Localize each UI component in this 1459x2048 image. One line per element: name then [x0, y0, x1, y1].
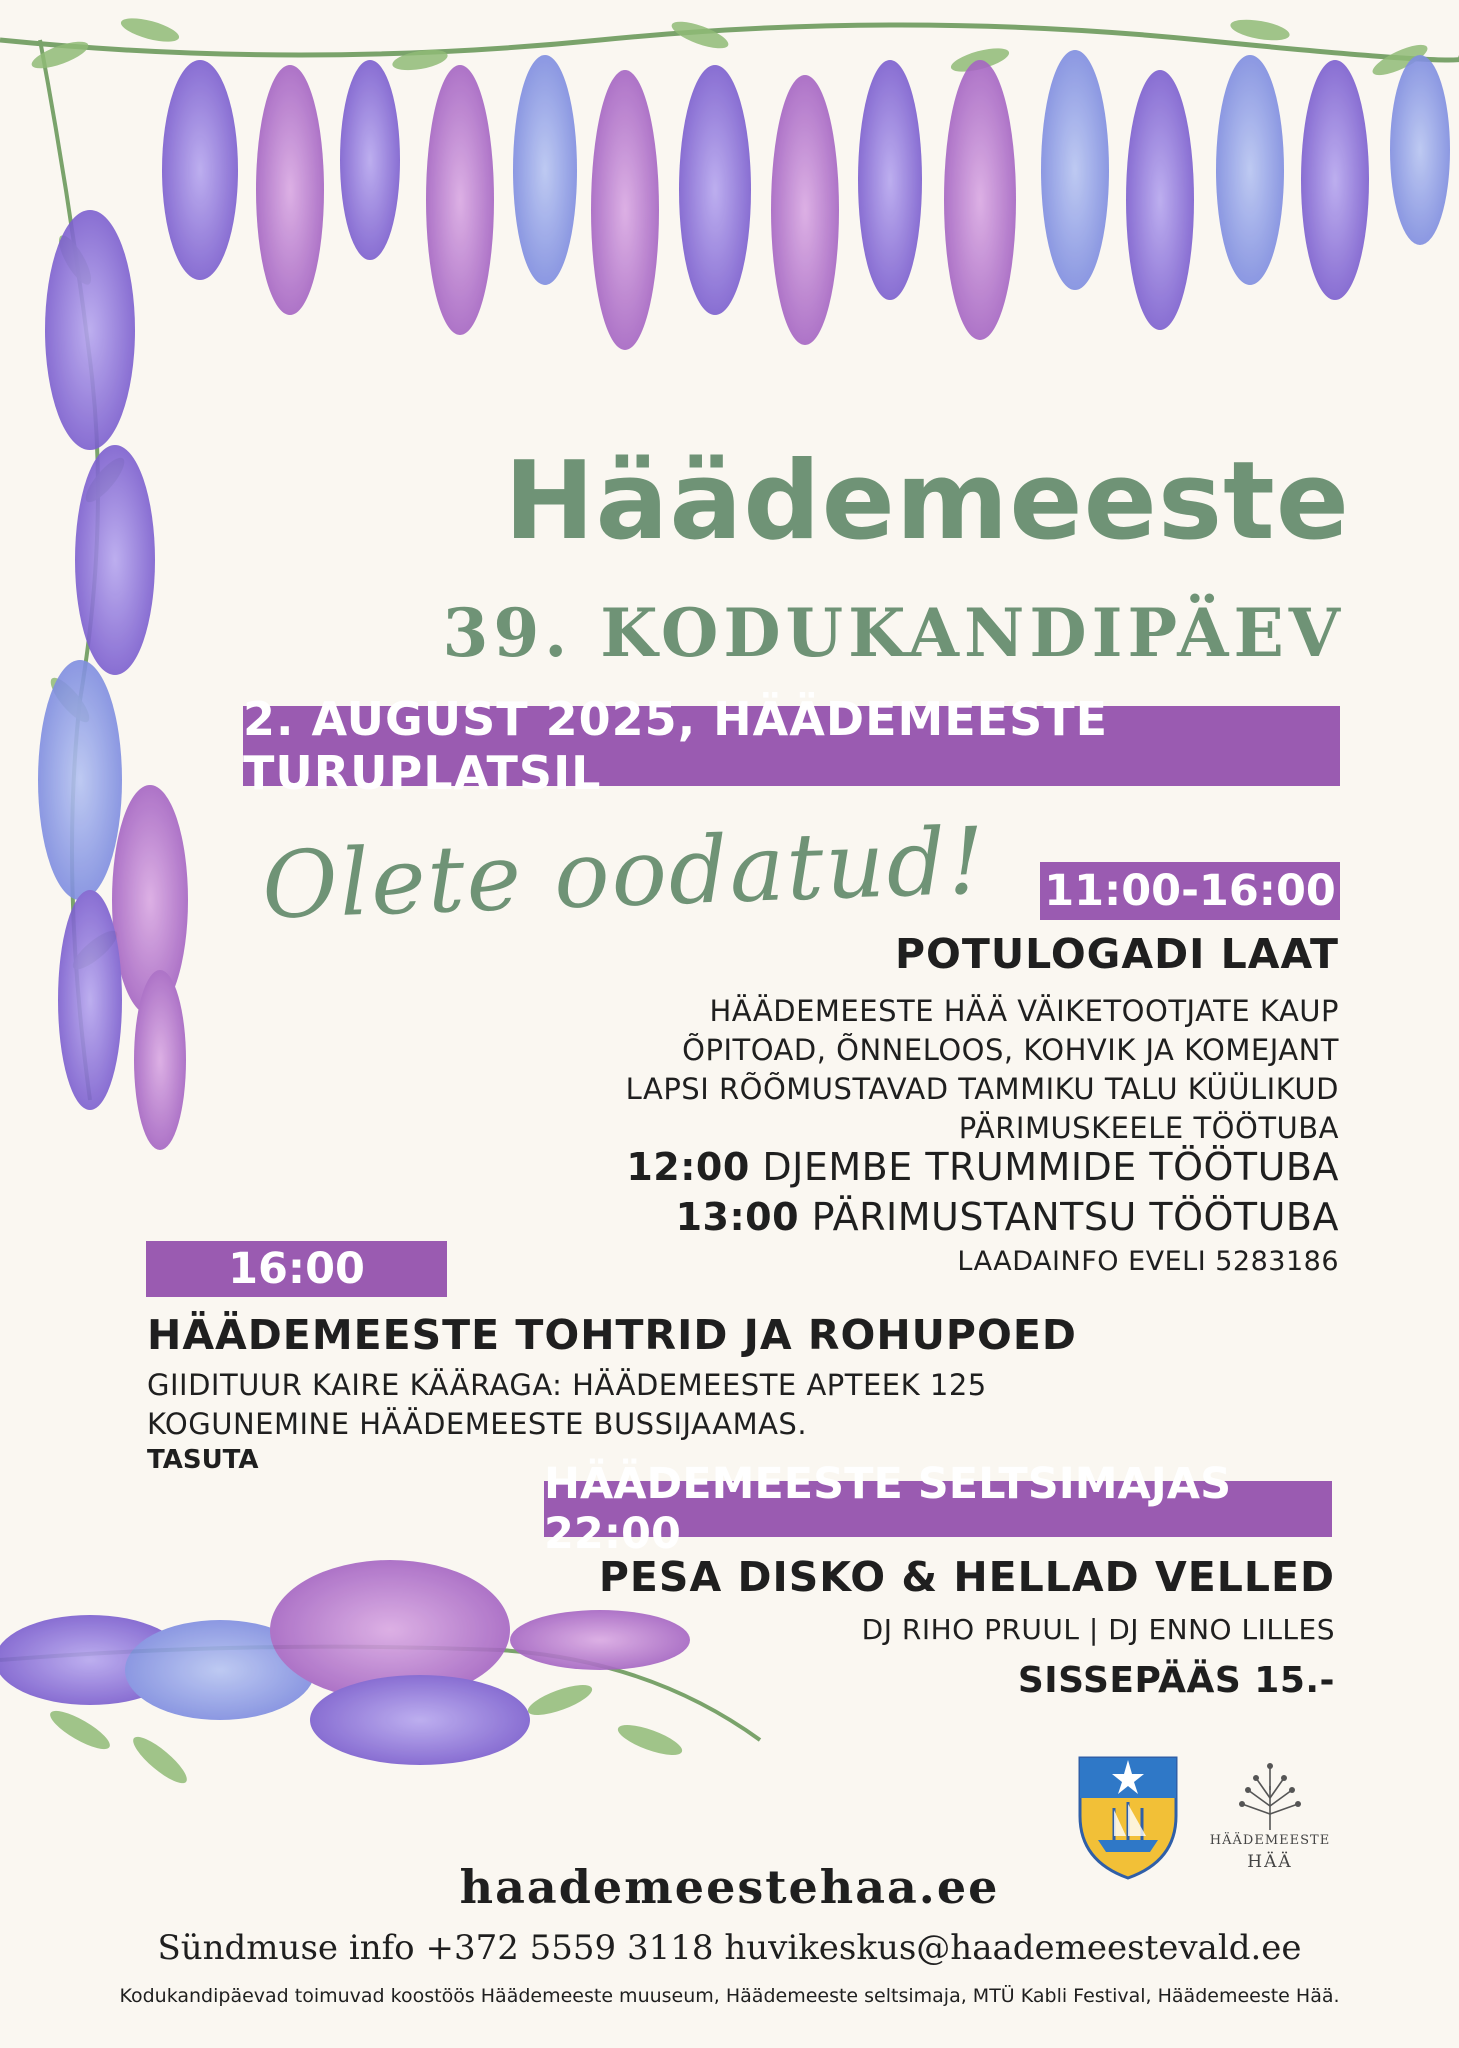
fair-heading: POTULOGADI LAAT	[895, 930, 1339, 978]
fair-detail-line: HÄÄDEMEESTE HÄÄ VÄIKETOOTJATE KAUP	[709, 994, 1339, 1028]
haa-logo-label: HÄÄDEMEESTE	[1209, 1833, 1331, 1848]
party-djs: DJ RIHO PRUUL | DJ ENNO LILLES	[861, 1613, 1335, 1646]
workshop-time: 13:00	[675, 1195, 800, 1239]
party-venue-badge: HÄÄDEMEESTE SELTSIMAJAS 22:00	[544, 1481, 1332, 1537]
tour-detail-line: KOGUNEMINE HÄÄDEMEESTE BUSSIJAAMAS.	[147, 1407, 808, 1441]
website-link[interactable]: haademeestehaa.ee	[459, 1860, 1000, 1914]
fair-detail-line: LAPSI RÕÕMUSTAVAD TAMMIKU TALU KÜÜLIKUD	[625, 1072, 1339, 1106]
tour-detail-line: GIIDITUUR KAIRE KÄÄRAGA: HÄÄDEMEESTE APTEEK 125	[147, 1368, 987, 1402]
date-location-banner: 2. AUGUST 2025, HÄÄDEMEESTE TURUPLATSIL	[243, 706, 1340, 786]
workshop-time: 12:00	[626, 1145, 750, 1189]
tour-details	[147, 1366, 987, 1444]
tour-price: TASUTA	[147, 1445, 259, 1475]
tour-time-badge: 16:00	[146, 1241, 447, 1297]
haa-logo-sublabel: HÄÄ	[1247, 1852, 1293, 1872]
fair-detail-line: ÕPITOAD, ÕNNELOOS, KOHVIK JA KOMEJANT	[682, 1033, 1339, 1067]
fair-detail-line: PÄRIMUSKEELE TÖÖTUBA	[958, 1111, 1339, 1145]
event-title-sub: 39. KODUKANDIPÄEV	[442, 594, 1345, 672]
event-title-main: Häädemeeste	[504, 439, 1350, 564]
cooperation-note: Kodukandipäevad toimuvad koostöös Häädemeeste muuseum, Häädemeeste seltsimaja, MTÜ Kabli Festival, Häädemeeste Hää.	[119, 1985, 1340, 2007]
workshop-row	[626, 1145, 1339, 1189]
party-entry-fee: SISSEPÄÄS 15.-	[1017, 1660, 1335, 1701]
party-heading: PESA DISKO & HELLAD VELLED	[598, 1553, 1335, 1601]
workshop-row	[676, 1195, 1339, 1239]
fair-time-badge: 11:00-16:00	[1040, 862, 1340, 920]
tour-heading: HÄÄDEMEESTE TOHTRID JA ROHUPOED	[147, 1311, 1077, 1359]
workshop-label: DJEMBE TRUMMIDE TÖÖTUBA	[762, 1145, 1339, 1189]
haa-tree-logo	[1228, 1756, 1312, 1832]
fair-contact-info: LAADAINFO EVELI 5283186	[957, 1246, 1339, 1277]
welcome-script-text: Olete oodatud!	[260, 807, 989, 940]
contact-info: Sündmuse info +372 5559 3118 huvikeskus@haademeestevald.ee	[157, 1928, 1302, 1968]
fair-details	[626, 992, 1339, 1148]
workshop-label: PÄRIMUSTANTSU TÖÖTUBA	[811, 1195, 1339, 1239]
